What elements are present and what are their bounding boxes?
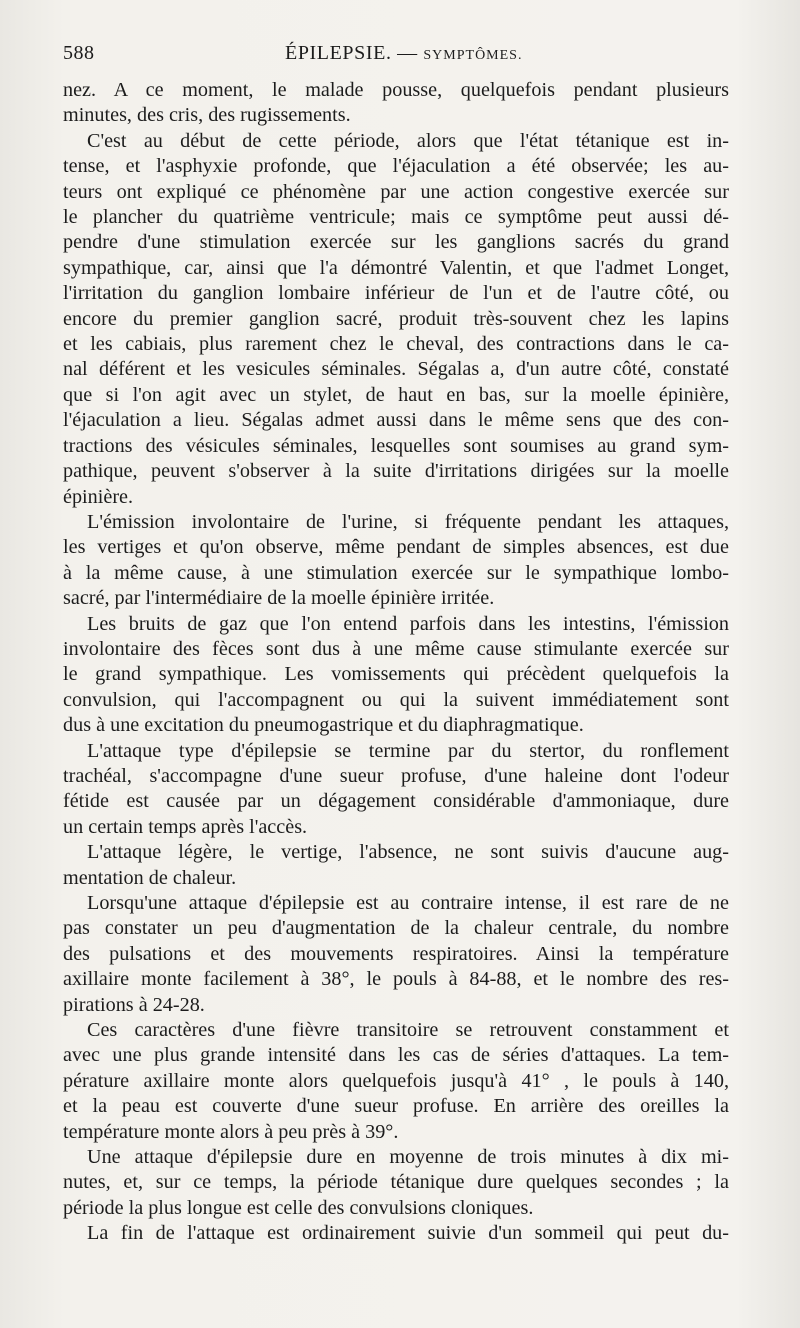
paragraph [63, 1018, 729, 1145]
paragraph [63, 1221, 729, 1246]
text-line: dus à une excitation du pneumogastrique et du diaphragmatique. [63, 714, 584, 737]
paragraph [63, 129, 729, 510]
text-line: les vertiges et qu'on observe, même pendant de simples absences, est due [63, 536, 729, 559]
text-line: Une attaque d'épilepsie dure en moyenne de trois minutes à dix mi- [87, 1146, 729, 1169]
paragraph [63, 510, 729, 612]
body-text [63, 78, 729, 1247]
paragraph [63, 840, 729, 891]
paragraph [63, 739, 729, 841]
text-line: encore du premier ganglion sacré, produit très-souvent chez les lapins [63, 307, 729, 330]
running-title [285, 42, 522, 65]
running-header [63, 42, 730, 72]
text-line: L'émission involontaire de l'urine, si fréquente pendant les attaques, [87, 510, 729, 533]
running-title-subtitle: SYMPTÔMES. [423, 48, 523, 63]
text-line: le grand sympathique. Les vomissements qui précèdent quelquefois la [63, 663, 729, 686]
text-line: minutes, des cris, des rugissements. [63, 104, 351, 127]
running-title-dash: — [397, 42, 418, 64]
text-line: que si l'on agit avec un stylet, de haut en bas, sur la moelle épinière, [63, 383, 729, 406]
text-line: La fin de l'attaque est ordinairement suivie d'un sommeil qui peut du- [87, 1222, 729, 1245]
text-line: Lorsqu'une attaque d'épilepsie est au contraire intense, il est rare de ne [87, 892, 729, 914]
text-line: fétide est causée par un dégagement considérable d'ammoniaque, dure [63, 790, 729, 813]
paragraph [63, 612, 729, 739]
text-line: tractions des vésicules séminales, lesquelles sont soumises au grand sym- [63, 434, 729, 457]
text-line: tense, et l'asphyxie profonde, que l'éjaculation a été observée; les au- [63, 155, 729, 178]
text-line: avec une plus grande intensité dans les cas de séries d'attaques. La tem- [63, 1044, 729, 1067]
text-line: pathique, peuvent s'observer à la suite d'irritations dirigées sur la moelle [63, 460, 729, 483]
text-line: C'est au début de cette période, alors que l'état tétanique est in- [87, 129, 729, 152]
text-line: L'attaque type d'épilepsie se termine par du stertor, du ronflement [87, 739, 729, 762]
text-line: mentation de chaleur. [63, 866, 237, 889]
text-line: des pulsations et des mouvements respiratoires. Ainsi la température [63, 942, 729, 965]
paragraph [63, 1145, 729, 1221]
text-line: sympathique, car, ainsi que l'a démontré Valentin, et que l'admet Longet, [63, 256, 729, 279]
running-title-main: ÉPILEPSIE. [285, 42, 392, 64]
text-line: pérature axillaire monte alors quelquefois jusqu'à 41° , le pouls à 140, [63, 1069, 729, 1092]
text-line: axillaire monte facilement à 38°, le pouls à 84-88, et le nombre des res- [63, 968, 729, 991]
text-line: teurs ont expliqué ce phénomène par une action congestive exercée sur [63, 180, 729, 203]
text-line: l'éjaculation a lieu. Ségalas admet aussi dans le même sens que des con- [63, 409, 729, 432]
text-line: Ces caractères d'une fièvre transitoire se retrouvent constamment et [87, 1019, 729, 1042]
paragraph [63, 78, 729, 129]
text-line: le plancher du quatrième ventricule; mais ce symptôme peut aussi dé- [63, 206, 729, 229]
text-line: période la plus longue est celle des convulsions cloniques. [63, 1196, 534, 1219]
text-line: épinière. [63, 485, 134, 508]
text-line: convulsion, qui l'accompagnent ou qui la suivent immédiatement sont [63, 688, 729, 711]
paragraph [63, 891, 729, 1018]
text-line: et les cabiais, plus rarement chez le cheval, des contractions dans le ca- [63, 333, 729, 356]
text-line: nez. A ce moment, le malade pousse, quelquefois pendant plusieurs [63, 79, 729, 101]
text-line: involontaire des fèces sont dus à une même cause stimulante exercée sur [63, 637, 729, 660]
text-line: pirations à 24-28. [63, 993, 205, 1016]
text-line: un certain temps après l'accès. [63, 815, 308, 838]
text-line: L'attaque légère, le vertige, l'absence, ne sont suivis d'aucune aug- [87, 841, 729, 864]
text-line: température monte alors à peu près à 39°. [63, 1120, 399, 1143]
text-line: trachéal, s'accompagne d'une sueur profuse, d'une haleine dont l'odeur [63, 764, 729, 787]
text-line: sacré, par l'intermédiaire de la moelle épinière irritée. [63, 587, 495, 610]
text-line: pendre d'une stimulation exercée sur les ganglions sacrés du grand [63, 231, 729, 254]
text-line: nal déférent et les vesicules séminales. Ségalas a, d'un autre côté, constaté [63, 358, 729, 381]
text-line: nutes, et, sur ce temps, la période tétanique dure quelques secondes ; la [63, 1171, 729, 1194]
page-number: 588 [63, 42, 95, 64]
text-line: l'irritation du ganglion lombaire inférieur de l'un et de l'autre côté, ou [63, 282, 729, 305]
text-line: Les bruits de gaz que l'on entend parfois dans les intestins, l'émission [87, 612, 729, 635]
text-line: pas constater un peu d'augmentation de la chaleur centrale, du nombre [63, 917, 729, 940]
text-line: et la peau est couverte d'une sueur profuse. En arrière des oreilles la [63, 1095, 729, 1118]
text-line: à la même cause, à une stimulation exercée sur le sympathique lombo- [63, 561, 729, 584]
